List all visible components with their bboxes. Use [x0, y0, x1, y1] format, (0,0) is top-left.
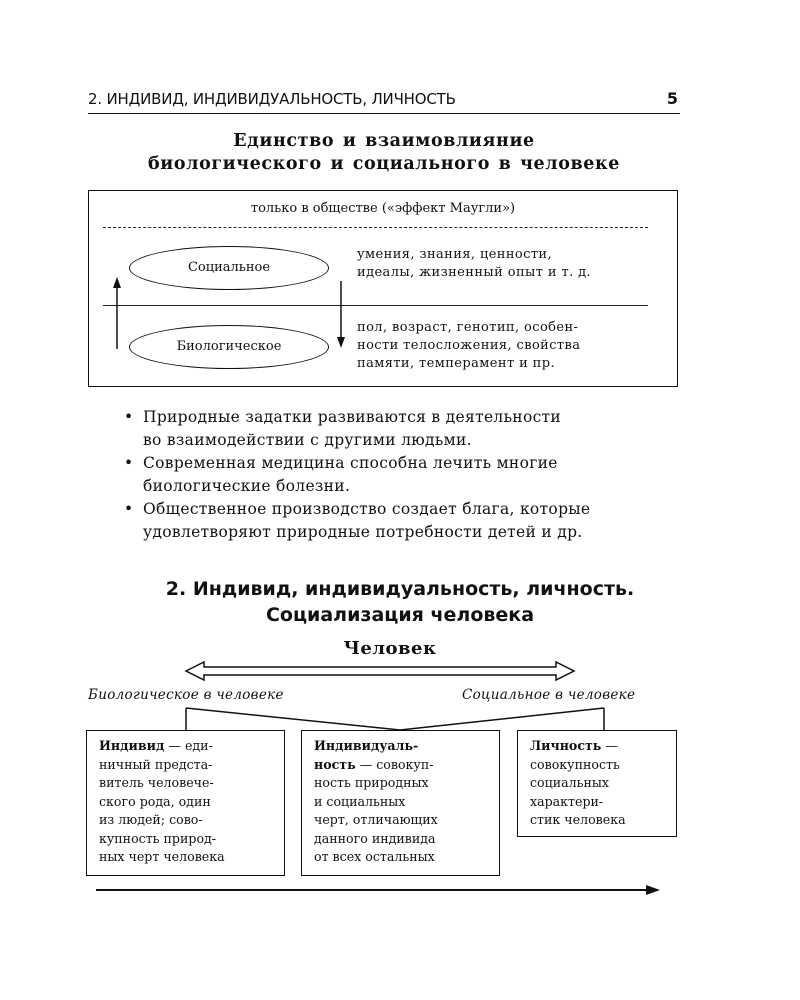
list-item: • Общественное производство создает блага, которые удовлетворяют природные потребности детей и др.	[120, 498, 700, 544]
bio-desc-line2: ности телосложения, свойства	[357, 338, 581, 353]
social-in-human-label: Социальное в человеке	[462, 687, 636, 703]
section1-title	[80, 130, 688, 176]
section2-title	[60, 576, 740, 628]
bio-desc-line1: пол, возраст, генотип, особен-	[357, 320, 579, 335]
header-title: 2. ИНДИВИД, ИНДИВИДУАЛЬНОСТЬ, ЛИЧНОСТЬ	[88, 90, 456, 108]
personality-box: Личность — совокупность социальных характери- стик человека	[517, 730, 677, 837]
individuality-definition: ность природных и социальных черт, отличающих данного индивида от всех остальных	[314, 775, 438, 864]
section1-title-line1: Единство и взаимовлияние	[233, 131, 535, 151]
up-arrow-icon	[113, 277, 121, 349]
individual-term: Индивид	[99, 738, 165, 753]
bio-desc-line3: памяти, темперамент и пр.	[357, 356, 555, 371]
page-number: 5	[666, 89, 678, 108]
social-oval: Социальное	[129, 246, 329, 290]
down-arrow-icon	[337, 281, 345, 348]
running-header	[88, 89, 680, 114]
list-item: • Современная медицина способна лечить многие биологические болезни.	[120, 452, 700, 498]
examples-list	[120, 406, 700, 544]
personality-definition: совокупность социальных характери- стик человека	[530, 756, 626, 827]
individuality-term-line1: Индивидуаль-	[314, 738, 419, 753]
biological-oval: Биологическое	[129, 325, 329, 369]
individuality-box: Индивидуаль- ность — совокуп- ность природных и социальных черт, отличающих данного индивида от всех остальных	[301, 730, 500, 876]
list-item: • Природные задатки развиваются в деятельности во взаимодействии с другими людьми.	[120, 406, 700, 452]
individuality-term-line2: ность	[314, 756, 356, 772]
individual-box: Индивид — еди- ничный предста- витель человече- ского рода, один из людей; сово- купность природ- ных черт человека	[86, 730, 285, 876]
section2-title-line2: Социализация человека	[265, 604, 535, 626]
human-label: Человек	[343, 638, 437, 659]
society-label: только в обществе («эффект Маугли»)	[250, 201, 516, 216]
biological-in-human-label: Биологическое в человеке	[88, 687, 284, 703]
social-desc-line2: идеалы, жизненный опыт и т. д.	[357, 265, 592, 280]
connector-lines	[186, 708, 604, 730]
bio-social-diagram	[88, 190, 678, 387]
section2-title-line1: 2. Индивид, индивидуальность, личность.	[165, 578, 635, 600]
individual-definition: ничный предста- витель человече- ского рода, один из людей; сово- купность природ- ных черт человека	[99, 756, 225, 864]
diagram1-arrows	[89, 191, 679, 388]
section1-title-line2: биологического и социального в человеке	[148, 154, 620, 174]
personality-term: Личность	[530, 738, 602, 753]
social-desc-line1: умения, знания, ценности,	[357, 247, 553, 262]
double-arrow-icon	[186, 662, 574, 680]
long-arrow-icon	[96, 885, 660, 895]
